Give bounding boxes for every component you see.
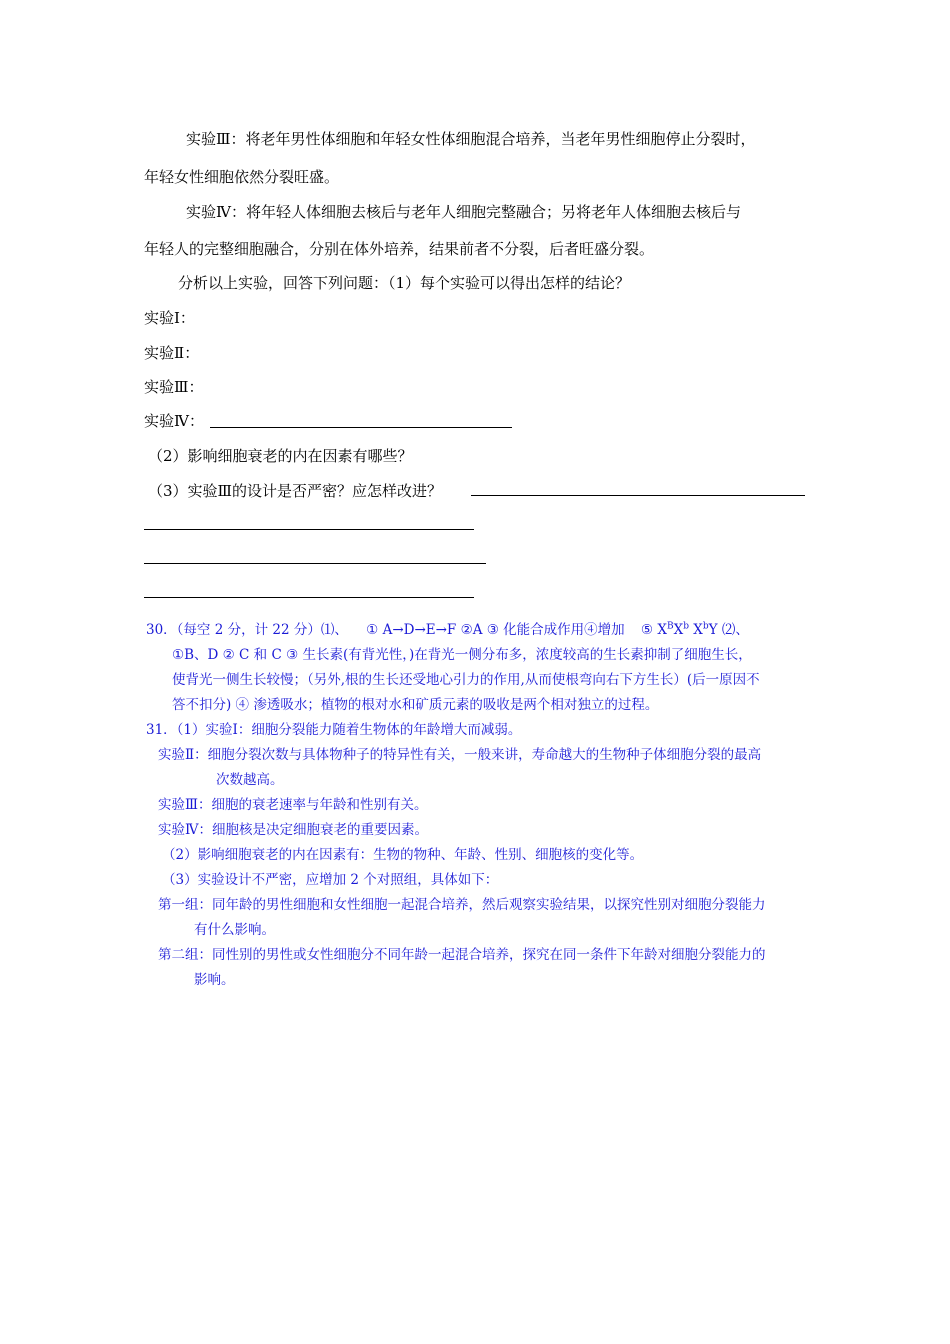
answer31-exp2-line2: 次数越高。: [216, 772, 284, 788]
answer31-group2-line2: 影响。: [194, 972, 235, 988]
answer31-group1-line1: 第一组：同年龄的男性细胞和女性细胞一起混合培养，然后观察实验结果，以探究性别对细胞分裂能力: [158, 897, 766, 913]
answer30-line4: 答不扣分) ④ 渗透吸水；植物的根对水和矿质元素的吸收是两个相对独立的过程。: [172, 697, 659, 713]
answer30-genotype: ⑤ $X^BX^b$ $X^bY$ ⑵、: [640, 621, 749, 638]
answer30-line1: [146, 618, 749, 638]
exp3-text-line2: 年轻女性细胞依然分裂旺盛。: [144, 168, 340, 186]
answer31-exp4: 实验Ⅳ：细胞核是决定细胞衰老的重要因素。: [158, 822, 428, 838]
answer31-exp2-line1: 实验Ⅱ：细胞分裂次数与具体物种子的特异性有关，一般来讲，寿命越大的生物种子体细胞分裂的最高: [158, 747, 762, 763]
answer31-group1-line2: 有什么影响。: [194, 922, 275, 938]
answer31-exp3: 实验Ⅲ：细胞的衰老速率与年龄和性别有关。: [158, 797, 428, 813]
answer-blank-line2[interactable]: [144, 563, 486, 564]
answer-blank-exp4[interactable]: [210, 427, 512, 428]
answer-label-exp3: 实验Ⅲ：: [144, 378, 204, 396]
answer-label-exp2: 实验Ⅱ：: [144, 344, 200, 362]
answer31-line1: 31．（1）实验Ⅰ：细胞分裂能力随着生物体的年龄增大而减弱。: [146, 722, 522, 738]
analysis-prompt: 分析以上实验，回答下列问题：（1）每个实验可以得出怎样的结论？: [178, 274, 631, 292]
answer-label-exp1: 实验Ⅰ：: [144, 309, 195, 327]
answer-blank-q3-inline[interactable]: [471, 495, 805, 496]
question-3: （3）实验Ⅲ的设计是否严密？应怎样改进？: [148, 482, 443, 500]
answer30-line2: ①B、D ② C 和 C ③ 生长素(有背光性，)在背光一侧分布多，浓度较高的生长素抑制了细胞生长，: [172, 647, 752, 663]
answer-blank-line1[interactable]: [144, 529, 474, 530]
exp4-text-line1: 实验Ⅳ：将年轻人体细胞去核后与老年人细胞完整融合；另将老年人体细胞去核后与: [186, 203, 741, 221]
answer-blank-line3[interactable]: [144, 597, 474, 598]
exp4-text-line2: 年轻人的完整细胞融合，分别在体外培养，结果前者不分裂，后者旺盛分裂。: [144, 240, 655, 258]
answer30-part1: ① A→D→E→F ②A ③ 化能合成作用④增加: [366, 622, 625, 638]
question-2: （2）影响细胞衰老的内在因素有哪些？: [148, 447, 413, 465]
answer30-score: 30．（每空 2 分，计 22 分）⑴、: [146, 622, 348, 638]
answer-label-exp4: 实验Ⅳ：: [144, 412, 204, 430]
answer30-line3: 使背光一侧生长较慢；（另外,根的生长还受地心引力的作用,从而使根弯向右下方生长）(后一原因不: [172, 672, 760, 688]
exp3-text-line1: 实验Ⅲ：将老年男性体细胞和年轻女性体细胞混合培养，当老年男性细胞停止分裂时，: [186, 130, 756, 148]
answer31-group2-line1: 第二组：同性别的男性或女性细胞分不同年龄一起混合培养，探究在同一条件下年龄对细胞分裂能力的: [158, 947, 766, 963]
answer31-q2: （2）影响细胞衰老的内在因素有：生物的物种、年龄、性别、细胞核的变化等。: [162, 847, 644, 863]
answer31-q3: （3）实验设计不严密，应增加 2 个对照组，具体如下：: [162, 872, 499, 888]
